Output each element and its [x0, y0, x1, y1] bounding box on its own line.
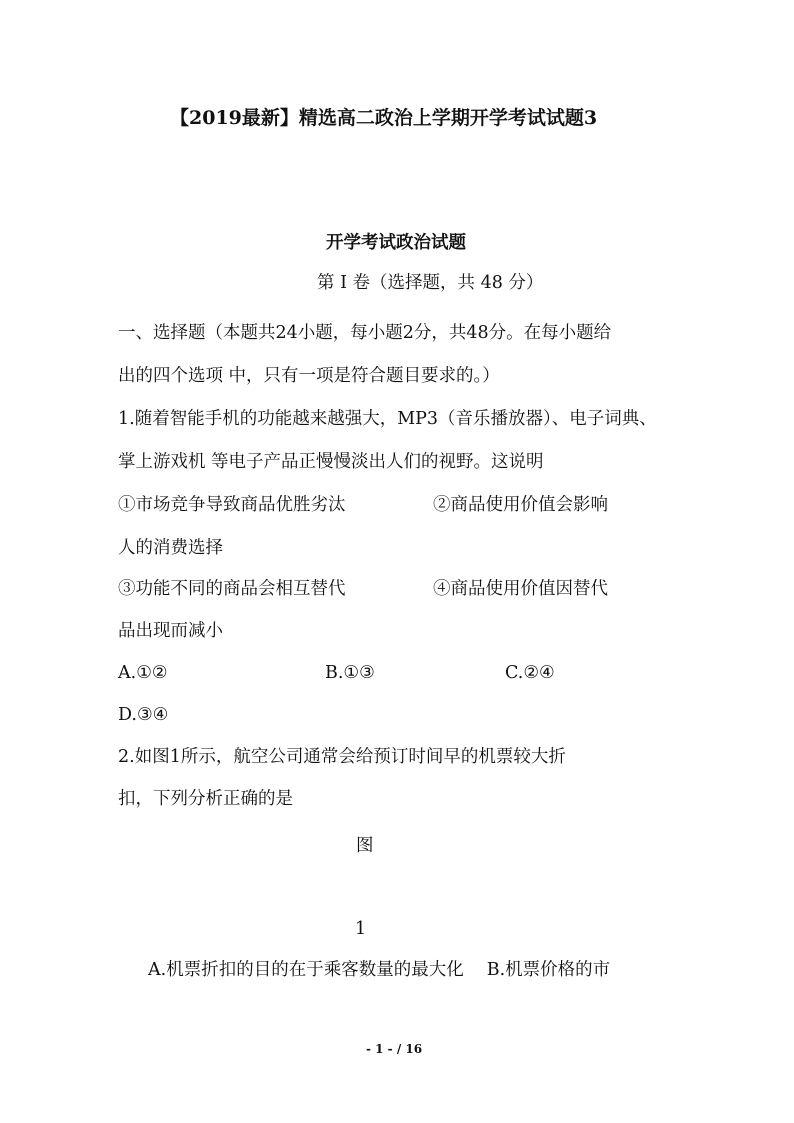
- q1-choice-d: D.③④: [118, 705, 169, 725]
- q1-option-2-continued: 人的消费选择: [118, 538, 223, 558]
- figure-number: 1: [355, 919, 367, 939]
- q1-option-4-continued: 品出现而减小: [118, 621, 223, 641]
- volume-title: 第 I 卷（选择题，共 48 分）: [317, 273, 544, 293]
- q1-option-2: ②商品使用价值会影响: [433, 495, 608, 515]
- section-instruction-line-2: 出的四个选项 中，只有一项是符合题目要求的。）: [118, 366, 500, 386]
- question-2-line-2: 扣，下列分析正确的是: [118, 789, 293, 809]
- q2-choices-a-b: A.机票折扣的目的在于乘客数量的最大化 B.机票价格的市: [148, 960, 611, 980]
- q1-option-1: ①市场竞争导致商品优胜劣汰: [118, 495, 346, 515]
- figure-label: 图: [356, 836, 374, 856]
- question-2-line-1: 2.如图1所示，航空公司通常会给预订时间早的机票较大折: [118, 747, 566, 767]
- question-1-line-2: 掌上游戏机 等电子产品正慢慢淡出人们的视野。这说明: [118, 452, 544, 472]
- q1-option-3: ③功能不同的商品会相互替代: [118, 579, 346, 599]
- section-instruction-line-1: 一、选择题（本题共24小题，每小题2分，共48分。在每小题给: [118, 323, 612, 343]
- exam-title: 开学考试政治试题: [326, 233, 466, 253]
- main-title: 【2019最新】精选高二政治上学期开学考试试题3: [170, 107, 598, 129]
- q1-choice-a: A.①②: [118, 663, 168, 683]
- page-number: - 1 - / 16: [366, 1042, 423, 1056]
- q1-option-4: ④商品使用价值因替代: [433, 579, 608, 599]
- q1-choice-c: C.②④: [505, 663, 555, 683]
- question-1-line-1: 1.随着智能手机的功能越来越强大，MP3（音乐播放器）、电子词典、: [118, 409, 657, 429]
- q1-choice-b: B.①③: [325, 663, 375, 683]
